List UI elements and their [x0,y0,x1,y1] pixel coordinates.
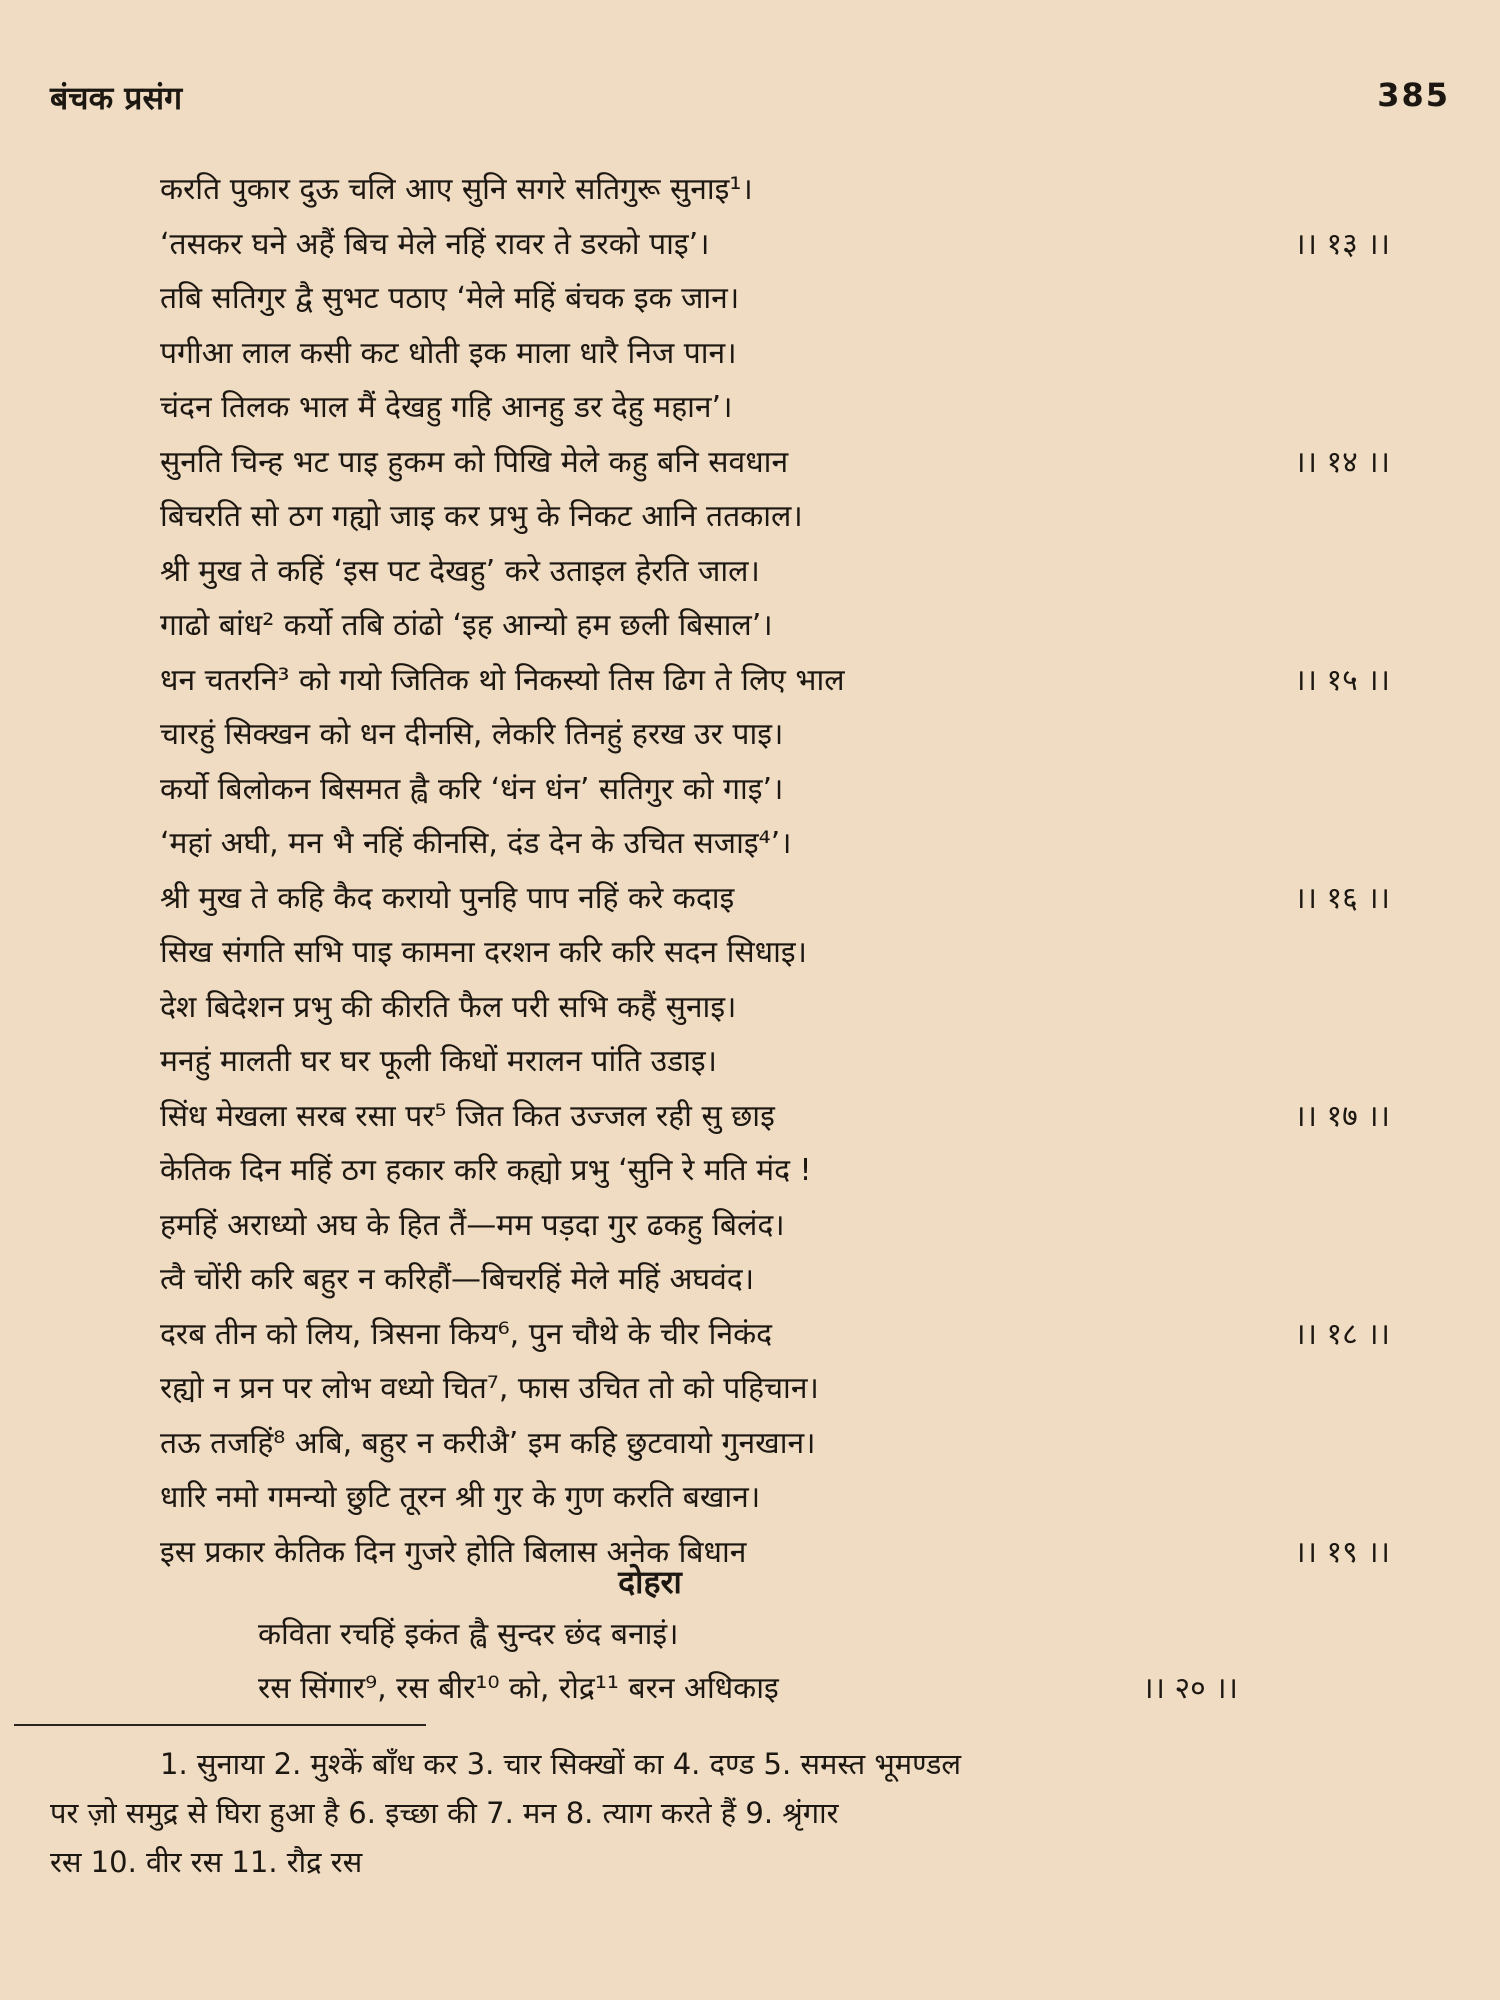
verse-line [160,220,1390,275]
verse-text: देश बिदेशन प्रभु की कीरति फैल परी सभि कहैं सुनाइ। [160,989,737,1025]
verse-number: ।। १४ ।। [1294,444,1390,480]
verse-text: कविता रचहिं इकंत ह्वै सुन्दर छंद बनाइं। [258,1617,679,1652]
verse-line [160,601,1390,656]
verse-line [160,1092,1390,1147]
verse-block [160,165,1390,1582]
verse-line [160,874,1390,929]
verse-text: करति पुकार दुऊ चलि आए सुनि सगरे सतिगुरू सुनाइ¹। [160,172,753,207]
verse-number: ।। १३ ।। [1294,226,1390,262]
verse-line [160,165,1390,220]
verse-text: तऊ तजहिं⁸ अबि, बहुर न करीअै’ इम कहि छुटवायो गुनखान। [160,1425,816,1461]
verse-line [160,1255,1390,1310]
verse-text: बिचरति सो ठग गह्यो जाइ कर प्रभु के निकट आनि ततकाल। [160,499,803,534]
verse-number: ।। १८ ।। [1294,1316,1390,1352]
verse-text: श्री मुख ते कहि कैद करायो पुनहि पाप नहिं करे कदाइ [160,880,735,916]
verse-line [258,1664,1238,1718]
verse-text: सुनति चिन्ह भट पाइ हुकम को पिखि मेले कहु बनि सवधान [160,444,789,480]
page-number: 385 [1377,76,1450,114]
verse-line [160,547,1390,602]
verse-line [160,765,1390,820]
verse-text: तबि सतिगुर द्वै सुभट पठाए ‘मेले महिं बंचक इक जान। [160,281,740,316]
footnotes [50,1740,1460,1887]
verse-text: कर्यो बिलोकन बिसमत ह्वै करि ‘धंन धंन’ सतिगुर को गाइ’। [160,771,784,807]
verse-text: केतिक दिन महिं ठग हकार करि कह्यो प्रभु ‘सुनि रे मति मंद ! [160,1153,812,1188]
verse-line [160,819,1390,874]
footnote-rule [14,1724,426,1726]
verse-line [160,1037,1390,1092]
verse-line [160,1146,1390,1201]
footnote-line: 1. सुनाया 2. मुश्कें बाँध कर 3. चार सिक्खों का 4. दण्ड 5. समस्त भूमण्डल [160,1747,962,1781]
verse-text: चारहुं सिक्खन को धन दीनसि, लेकरि तिनहुं हरख उर पाइ। [160,717,784,752]
verse-text: इस प्रकार केतिक दिन गुजरे होति बिलास अनेक बिधान [160,1534,747,1570]
verse-text: ‘तसकर घने अहैं बिच मेले नहिं रावर ते डरको पाइ’। [160,226,710,262]
verse-text: रस सिंगार⁹, रस बीर¹⁰ को, रोद्र¹¹ बरन अधिकाइ [258,1671,779,1706]
verse-number: ।। १७ ।। [1294,1098,1390,1134]
verse-line [160,710,1390,765]
verse-text: धारि नमो गमन्यो छुटि तूरन श्री गुर के गुण करति बखान। [160,1480,761,1515]
page-header [50,76,1450,126]
verse-number: ।। १९ ।। [1294,1534,1390,1570]
verse-text: दरब तीन को लिय, त्रिसना किय⁶, पुन चौथे के चीर निकंद [160,1316,773,1352]
verse-text: पगीआ लाल कसी कट धोती इक माला धारै निज पान। [160,335,737,371]
verse-text: ‘महां अघी, मन भै नहिं कीनसि, दंड देन के उचित सजाइ⁴’। [160,826,792,861]
doha-block [258,1610,1238,1718]
verse-line [160,656,1390,711]
verse-text: मनहुं मालती घर घर फूली किधों मरालन पांति उडाइ। [160,1044,718,1079]
footnote-line: रस 10. वीर रस 11. रौद्र रस [50,1845,363,1879]
footnote-line: पर ज़ो समुद्र से घिरा हुआ है 6. इच्छा की 7. मन 8. त्याग करते हैं 9. श्रृंगार [50,1796,839,1830]
verse-text: चंदन तिलक भाल मैं देखहु गहि आनहु डर देहु महान’। [160,390,733,425]
verse-text: त्वै चोंरी करि बहुर न करिहौं—बिचरहिं मेले महिं अघवंद। [160,1262,755,1297]
verse-line [160,274,1390,329]
verse-line [160,1310,1390,1365]
verse-text: गाढो बांध² कर्यो तबि ठांढो ‘इह आन्यो हम छली बिसाल’। [160,608,773,643]
doha-heading: दोहरा [618,1563,682,1601]
verse-line [160,1419,1390,1474]
verse-text: हमहिं अराध्यो अघ के हित तैं—मम पड़दा गुर ढकहु बिलंद। [160,1207,785,1243]
verse-line [160,329,1390,384]
verse-line [160,983,1390,1038]
verse-line [160,1201,1390,1256]
verse-number: ।। १६ ।। [1294,880,1390,916]
verse-line [160,438,1390,493]
verse-line [258,1610,1238,1664]
verse-number: ।। २० ।। [1142,1671,1238,1706]
verse-line [160,928,1390,983]
verse-text: धन चतरनि³ को गयो जितिक थो निकस्यो तिस ढिग ते लिए भाल [160,662,845,698]
verse-text: सिख संगति सभि पाइ कामना दरशन करि करि सदन सिधाइ। [160,935,807,970]
verse-number: ।। १५ ।। [1294,662,1390,698]
verse-text: सिंध मेखला सरब रसा पर⁵ जित कित उज्जल रही सु छाइ [160,1098,775,1134]
verse-text: रह्यो न प्रन पर लोभ वध्यो चित⁷, फास उचित तो को पहिचान। [160,1371,819,1406]
verse-text: श्री मुख ते कहिं ‘इस पट देखहु’ करे उताइल हेरति जाल। [160,553,760,589]
verse-line [160,383,1390,438]
verse-line [160,492,1390,547]
running-head: बंचक प्रसंग [50,79,183,117]
verse-line [160,1364,1390,1419]
verse-line [160,1473,1390,1528]
